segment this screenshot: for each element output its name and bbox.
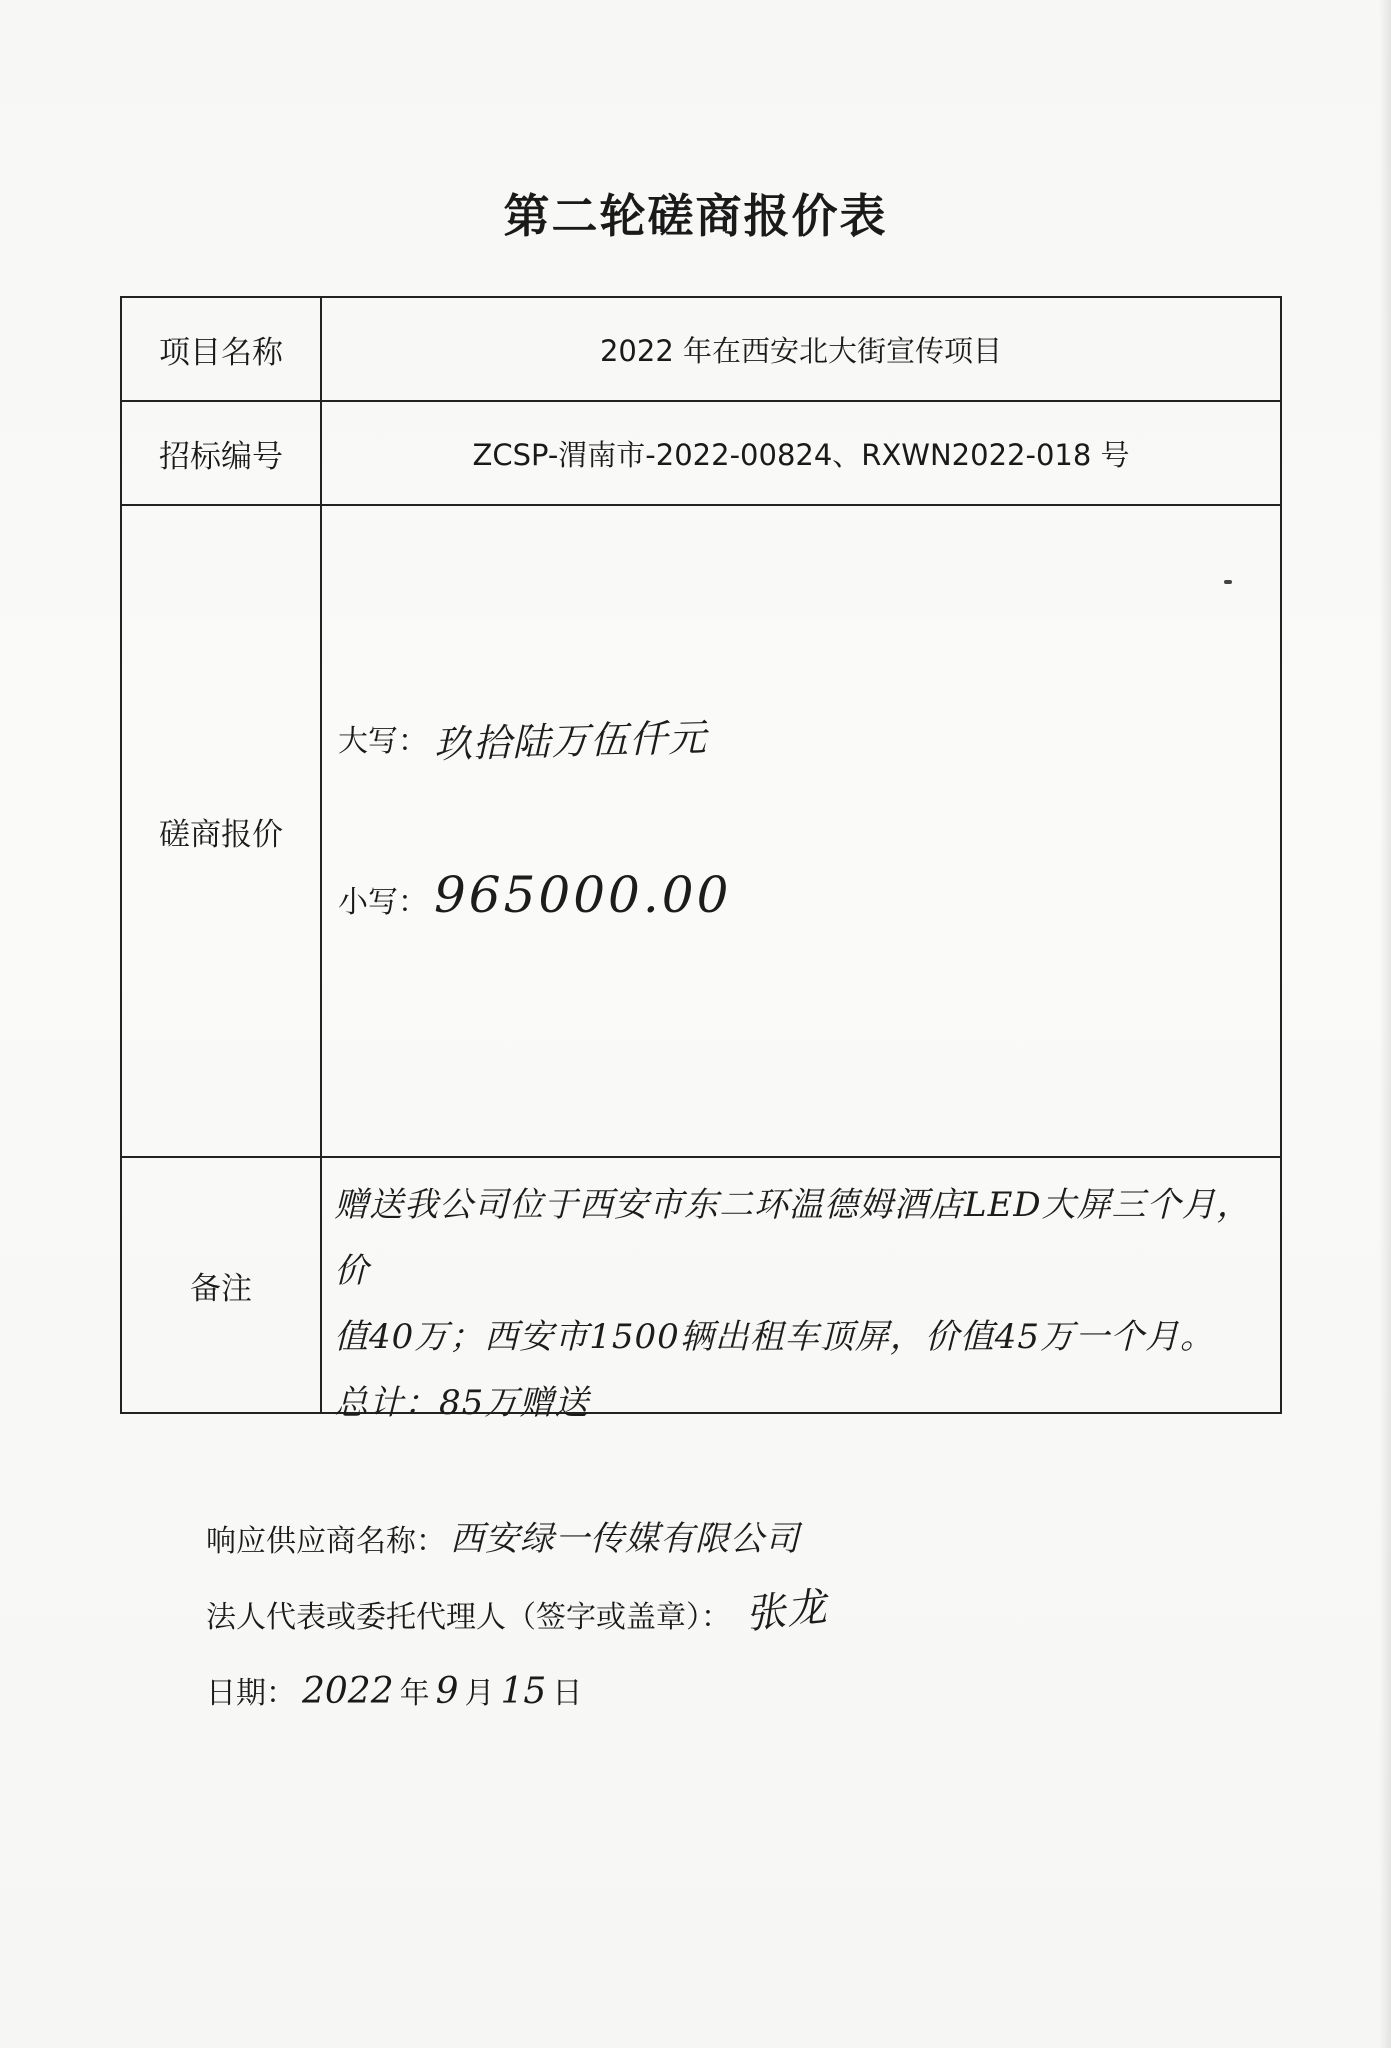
price-cell — [322, 506, 1280, 1156]
note-handwritten — [334, 1172, 1270, 1436]
price-row — [122, 506, 1280, 1158]
date-line — [206, 1636, 1206, 1712]
bid-number-row — [122, 402, 1280, 506]
supplier-line — [206, 1484, 1206, 1560]
document-title: 第二轮磋商报价表 — [503, 189, 888, 243]
price-lower-handwritten: 965000.00 — [434, 866, 732, 924]
page-edge-shadow — [1379, 0, 1391, 2048]
date-year-unit: 年 — [399, 1676, 430, 1711]
quotation-form-table — [120, 296, 1282, 1423]
note-row — [122, 1158, 1280, 1423]
date-label: 日期： — [206, 1676, 296, 1711]
note-cell — [322, 1158, 1280, 1423]
project-name-value: 2022 年在西安北大街宣传项目 — [599, 333, 1003, 368]
paper-speck — [1224, 580, 1232, 584]
date-month-unit: 月 — [464, 1676, 495, 1711]
note-line: 值40万；西安市1500辆出租车顶屏，价值45万一个月。 — [334, 1317, 1216, 1357]
note-label: 备注 — [122, 1158, 322, 1412]
representative-signature: 张龙 — [743, 1583, 830, 1639]
price-upper-handwritten: 玖拾陆万伍仟元 — [433, 715, 708, 767]
signature-block — [206, 1484, 1206, 1712]
price-lower-label: 小写： — [338, 885, 428, 920]
representative-line — [206, 1560, 1206, 1639]
bid-number-label: 招标编号 — [122, 402, 322, 504]
date-month: 9 — [435, 1671, 459, 1712]
bid-number-cell — [322, 402, 1280, 504]
date-day: 15 — [500, 1671, 547, 1712]
date-day-unit: 日 — [552, 1676, 583, 1711]
supplier-handwritten: 西安绿一传媒有限公司 — [450, 1519, 800, 1559]
date-year: 2022 — [302, 1671, 394, 1712]
supplier-label: 响应供应商名称： — [206, 1524, 446, 1559]
price-upper-label: 大写： — [338, 723, 428, 759]
project-name-label: 项目名称 — [122, 298, 322, 400]
bid-number-value: ZCSP-渭南市-2022-00824、RXWN2022-018 号 — [472, 437, 1130, 472]
note-line: 总计：85万赠送 — [334, 1383, 590, 1423]
project-name-cell — [322, 298, 1280, 400]
price-upper-line — [338, 710, 707, 765]
project-name-row — [122, 298, 1280, 402]
representative-label: 法人代表或委托代理人（签字或盖章）： — [206, 1600, 731, 1635]
note-line: 赠送我公司位于西安市东二环温德姆酒店LED大屏三个月，价 — [334, 1185, 1252, 1291]
price-label: 磋商报价 — [122, 506, 322, 1156]
price-lower-line — [338, 866, 732, 928]
